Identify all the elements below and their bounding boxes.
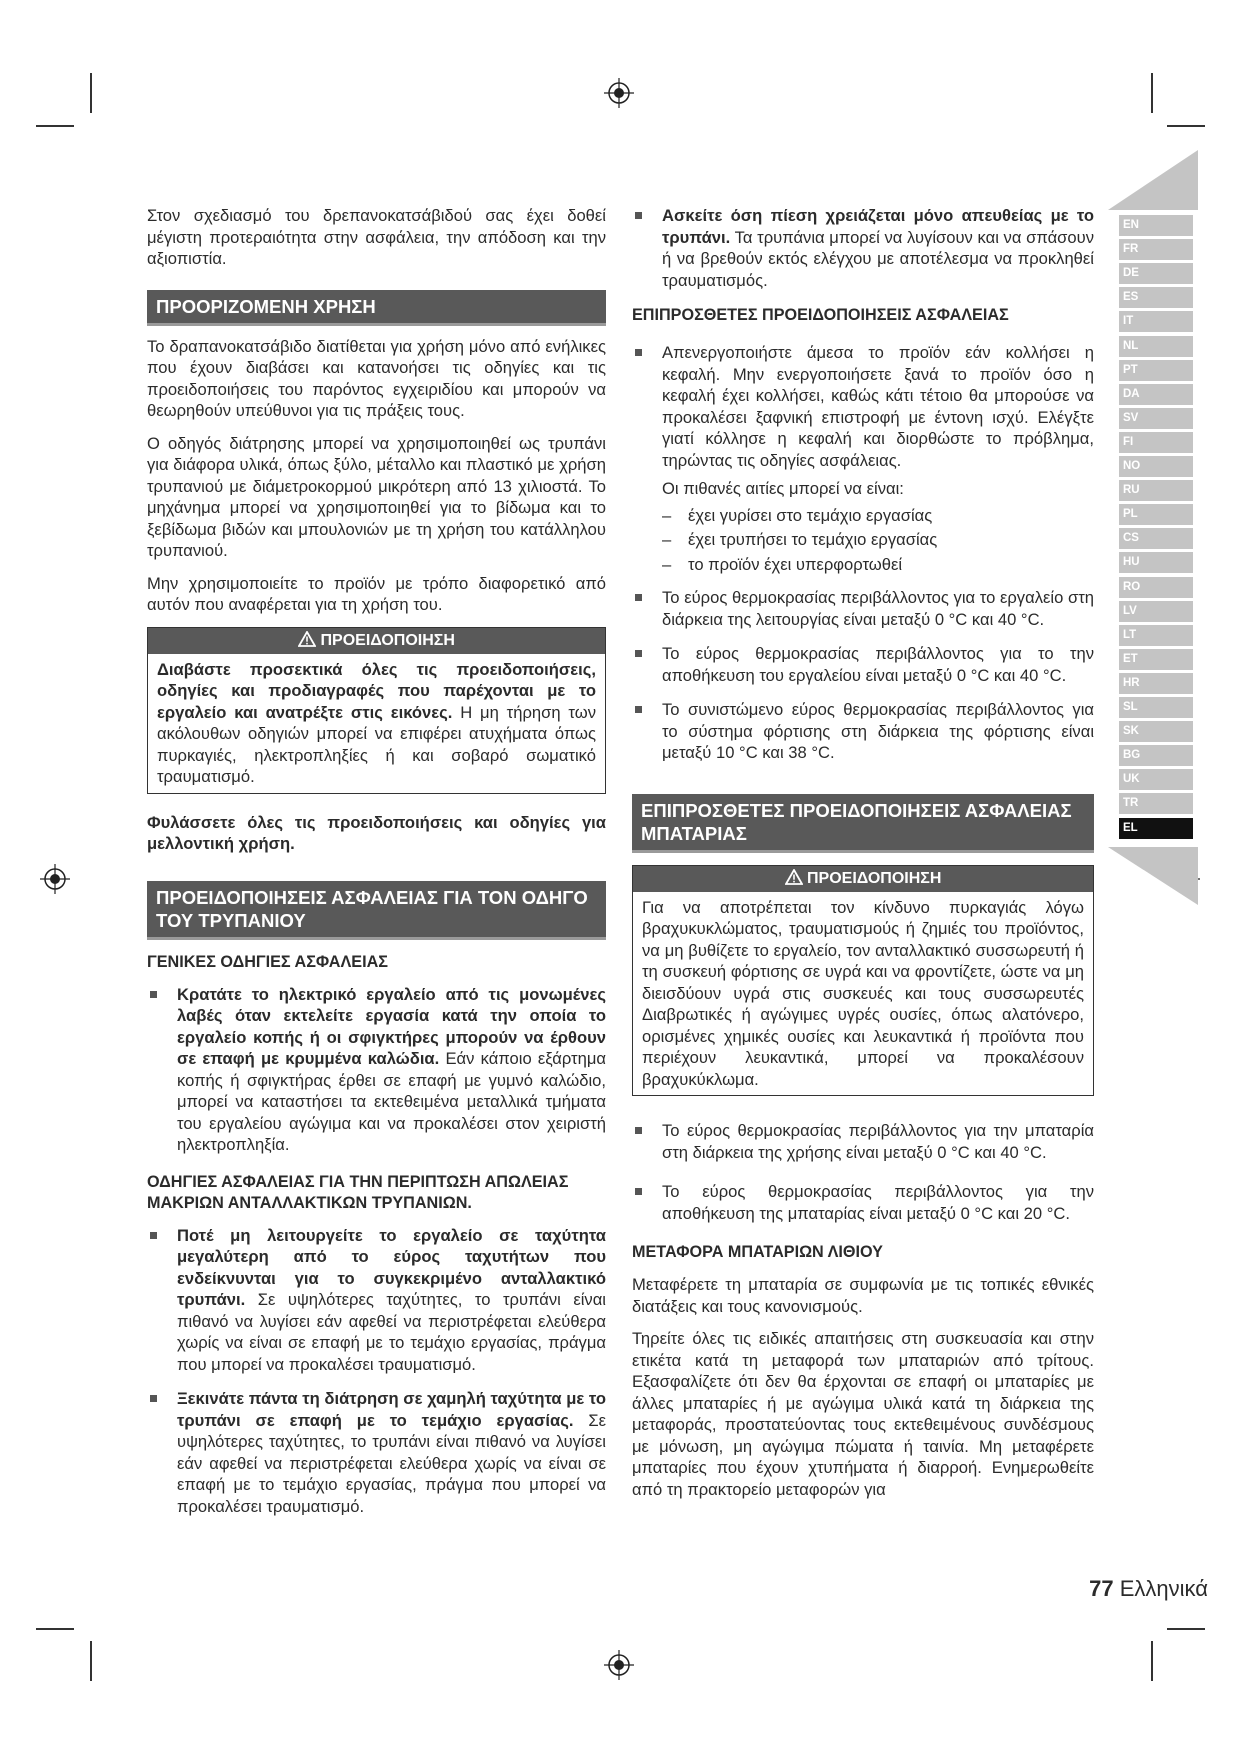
list-item (632, 1181, 1094, 1224)
bullet-square-icon (635, 594, 642, 601)
page-number: 77 (1089, 1576, 1114, 1601)
right-column (632, 205, 1094, 1511)
list-item (632, 205, 1094, 291)
list-item-text: έχει γυρίσει στο τεμάχιο εργασίας (688, 505, 933, 525)
intended-use-paragraph-2: Ο οδηγός διάτρησης μπορεί να χρησιμοποιηθεί ως τρυπάνι για διάφορα υλικά, όπως ξύλο, μέταλλο και πλαστικό με χρήση τρυπανιού με διάμετροκορμού μικρότερη από 13 χιλιοστά. Το μηχάνημα μπορεί να χρησιμοποιηθεί για το βίδωμα και το ξεβίδωμα βιδών και μπουλονιών με τη χρήση του κατάλληλου τρυπανιού. (147, 433, 606, 560)
subheading-general-safety: ΓΕΝΙΚΕΣ ΟΔΗΓΙΕΣ ΑΣΦΑΛΕΙΑΣ (147, 952, 388, 971)
warning-box-title: ΠΡΟΕΙΔΟΠΟΙΗΣΗ (320, 631, 455, 649)
warning-box-header (148, 628, 605, 654)
language-tab-no[interactable]: NO (1119, 456, 1193, 477)
list-item (147, 1388, 606, 1517)
intended-use-paragraph-3: Μην χρησιμοποιείτε το προϊόν με τρόπο διαφορετικό από αυτόν που αναφέρεται για τη χρήση του. (147, 573, 606, 614)
language-tab-de[interactable]: DE (1119, 263, 1193, 284)
list-item-text: Το εύρος θερμοκρασίας περιβάλλοντος για το την αποθήκευση του εργαλείου είναι μεταξύ 0 °C και 40 °C. (662, 644, 1094, 685)
warning-triangle-icon (298, 631, 316, 647)
dash-bullet: – (662, 505, 672, 525)
list-item (632, 505, 1094, 527)
battery-warning-box (632, 865, 1094, 1097)
warning-bold-text: Διαβάστε προσεκτικά όλες τις προειδοποιήσεις, οδηγίες και προδιαγραφές που παρέχονται με το εργαλείο και ανατρέξτε στις εικόνες. (157, 659, 596, 722)
crop-mark (90, 1641, 92, 1681)
dash-bullet: – (662, 530, 672, 549)
crop-mark (1151, 73, 1153, 113)
language-tab-lt[interactable]: LT (1119, 625, 1193, 646)
crop-mark (36, 1628, 74, 1630)
intended-use-paragraph-1: Το δραπανοκατσάβιδο διατίθεται για χρήση μόνο από ενήλικες που έχουν διαβάσει και κατανοήσει τις οδηγίες και τις προειδοποιήσεις του παρόντος εγχειριδίου και μπορούν να θεωρηθούν υπεύθυνοι για τις πράξεις τους. (147, 336, 606, 420)
list-item-text: Το εύρος θερμοκρασίας περιβάλλοντος για την αποθήκευση της μπαταρίας είναι μεταξύ 0 °C και 20 °C. (662, 1182, 1094, 1223)
bullet-square-icon (635, 1127, 642, 1134)
warning-triangle-icon (785, 869, 803, 885)
language-tab-en[interactable]: EN (1119, 215, 1193, 236)
language-tab-ro[interactable]: RO (1119, 577, 1193, 598)
bullet-square-icon (635, 1188, 642, 1195)
language-tab-nl[interactable]: NL (1119, 336, 1193, 357)
list-item-text: Τα τρυπάνια μπορεί να λυγίσουν και να σπάσουν ή να βρεθούν εκτός ελέγχου με αποτέλεσμα να προκληθεί τραυματισμός. (662, 227, 1094, 290)
language-tab-lv[interactable]: LV (1119, 601, 1193, 622)
list-item-bold: Ασκείτε όση πίεση χρειάζεται μόνο απευθείας με το τρυπάνι. (662, 206, 1094, 247)
list-item-text: Το εύρος θερμοκρασίας περιβάλλοντος για την μπαταρία στη διάρκεια της χρήσης είναι μεταξύ 0 °C και 40 °C. (662, 1121, 1094, 1162)
language-tab-sv[interactable]: SV (1119, 408, 1193, 429)
footer-language: Ελληνικά (1119, 1576, 1208, 1601)
list-item-text: έχει τρυπήσει το τεμάχιο εργασίας (688, 530, 938, 549)
dash-bullet: – (662, 554, 672, 574)
list-item-text: Το εύρος θερμοκρασίας περιβάλλοντος για το εργαλείο στη διάρκεια της λειτουργίας είναι μεταξύ 0 °C και 40 °C. (662, 588, 1094, 629)
language-tab-el[interactable]: EL (1119, 818, 1193, 839)
warning-box-header (633, 866, 1093, 892)
page-footer (1089, 1576, 1208, 1602)
list-item (632, 529, 1094, 551)
section-heading-drill-safety: ΠΡΟΕΙΔΟΠΟΙΗΣΕΙΣ ΑΣΦΑΛΕΙΑΣ ΓΙΑ ΤΟΝ ΟΔΗΓΟ ΤΟΥ ΤΡΥΠΑΝΙΟΥ (147, 881, 606, 940)
transport-paragraph-2: Τηρείτε όλες τις ειδικές απαιτήσεις στη συσκευασία και στην ετικέτα κατά τη μεταφορά των μπαταριών από τρίτους. Εξασφαλίζετε ότι δεν θα έρχονται σε επαφή οι μπαταρίες με άλλες μπαταρίες ή με αγώγιμα υλικά κατά τη διάρκεια της μεταφοράς, προστατεύοντας τους εκτεθειμένους συνδέσμους με μόνωση, μη αγώγιμα πώματα ή ταινία. Μη μεταφέρετε μπαταρίες που έχουν χτυπήματα ή διαρροή. Ενημερωθείτε από τη πρακτορείο μεταφορών για (632, 1329, 1094, 1499)
crop-mark (90, 73, 92, 113)
language-tab-fi[interactable]: FI (1119, 432, 1193, 453)
warning-box-body (148, 654, 605, 793)
subheading-lithium-transport: ΜΕΤΑΦΟΡΑ ΜΠΑΤΑΡΙΩΝ ΛΙΘΙΟΥ (632, 1243, 883, 1261)
bullet-square-icon (150, 1395, 157, 1402)
bullet-square-icon (635, 349, 642, 356)
list-item (147, 984, 606, 1156)
list-item-text: το προϊόν έχει υπερφορτωθεί (688, 554, 903, 574)
bullet-square-icon (635, 706, 642, 713)
crop-mark (36, 125, 74, 127)
language-tab-sl[interactable]: SL (1119, 697, 1193, 718)
left-column (147, 205, 606, 1530)
subheading-additional-warnings: ΕΠΙΠΡΟΣΘΕΤΕΣ ΠΡΟΕΙΔΟΠΟΙΗΣΕΙΣ ΑΣΦΑΛΕΙΑΣ (632, 306, 1009, 324)
language-tab-es[interactable]: ES (1119, 287, 1193, 308)
warning-box-title: ΠΡΟΕΙΔΟΠΟΙΗΣΗ (806, 869, 942, 887)
language-tab-ru[interactable]: RU (1119, 480, 1193, 501)
list-item (632, 587, 1094, 630)
section-heading-battery-safety: ΕΠΙΠΡΟΣΘΕΤΕΣ ΠΡΟΕΙΔΟΠΟΙΗΣΕΙΣ ΑΣΦΑΛΕΙΑΣ ΜΠΑΤΑΡΙΑΣ (632, 794, 1094, 853)
crop-mark (1151, 1641, 1153, 1681)
list-item (632, 699, 1094, 764)
language-tab-pl[interactable]: PL (1119, 504, 1193, 525)
list-item-text: Σε υψηλότερες ταχύτητες, το τρυπάνι είναι πιθανό να λυγίσει εάν αφεθεί να περιστρέφεται ελεύθερα χωρίς να είναι σε επαφή με το τεμάχιο εργασίας, πράγμα που μπορεί να προκαλέσει τραυματισμό. (177, 1290, 606, 1374)
language-tab-bg[interactable]: BG (1119, 745, 1193, 766)
crop-mark (1167, 1628, 1205, 1630)
bullet-square-icon (635, 212, 642, 219)
language-tab-sk[interactable]: SK (1119, 721, 1193, 742)
intro-paragraph: Στον σχεδιασμό του δρεπανοκατσάβιδού σας έχει δοθεί μέγιστη προτεραιότητα στην ασφάλεια, την απόδοση και την αξιοπιστία. (147, 206, 606, 268)
registration-mark-icon (604, 1650, 634, 1680)
warning-box-body: Για να αποτρέπεται τον κίνδυνο πυρκαγιάς λόγω βραχυκυκλώματος, τραυματισμούς ή ζημιές του προϊόντος, να μη βυθίζετε το εργαλείο, τον ανταλλακτικό συσσωρευτή ή τη συσκευή φόρτισης σε υγρά και να φροντίζετε, ώστε να μη διεισδύουν υγρά στις συσκευές και τους συσσωρευτές Διαβρωτικές ή αγώγιμες υγρές ουσίες, όπως αλατόνερο, ορισμένες χημικές ουσίες και λευκαντικά ή προϊόντα που περιέχουν λευκαντικά, μπορεί να προκαλέσουν βραχυκύκλωμα. (642, 897, 1084, 1089)
subheading-long-bits: ΟΔΗΓΙΕΣ ΑΣΦΑΛΕΙΑΣ ΓΙΑ ΤΗΝ ΠΕΡΙΠΤΩΣΗ ΑΠΩΛΕΙΑΣ ΜΑΚΡΙΩΝ ΑΝΤΑΛΛΑΚΤΙΚΩΝ ΤΡΥΠΑΝΙΩΝ. (147, 1172, 569, 1212)
list-item-text: Απενεργοποιήστε άμεσα το προϊόν εάν κολλήσει η κεφαλή. Μην ενεργοποιήσετε ξανά το προϊόν όσο η κεφαλή έχει κολλήσει, καθώς κάτι τέτοιο θα μπορούσε να προκαλέσει ξαφνική επιστροφή με έντονη ισχύ. Ελέγξτε γιατί κόλλησε η κεφαλή και διορθώστε το πρόβλημα, τηρώντας τις οδηγίες ασφάλειας. (662, 343, 1094, 470)
language-tab-uk[interactable]: UK (1119, 769, 1193, 790)
language-tab-hr[interactable]: HR (1119, 673, 1193, 694)
language-tab-cs[interactable]: CS (1119, 528, 1193, 549)
language-tab-tr[interactable]: TR (1119, 793, 1193, 814)
bullet-square-icon (635, 650, 642, 657)
causes-intro: Οι πιθανές αιτίες μπορεί να είναι: (662, 479, 904, 498)
language-tab-da[interactable]: DA (1119, 384, 1193, 405)
list-item-text: Το συνιστώμενο εύρος θερμοκρασίας περιβάλλοντος για το σύστημα φόρτισης στη διάρκεια της φόρτισης είναι μεταξύ 10 °C και 38 °C. (662, 700, 1094, 762)
registration-mark-icon (604, 78, 634, 108)
crop-mark (1167, 125, 1205, 127)
warning-box (147, 627, 606, 794)
transport-paragraph-1: Μεταφέρετε τη μπαταρία σε συμφωνία με τις τοπικές εθνικές διατάξεις και τους κανονισμούς. (632, 1275, 1094, 1316)
list-item (632, 554, 1094, 576)
list-item-bold: Ξεκινάτε πάντα τη διάτρηση σε χαμηλή ταχύτητα με το τρυπάνι σε επαφή με το τεμάχιο εργασίας. (177, 1389, 606, 1430)
list-item (632, 1120, 1094, 1163)
section-heading-intended-use: ΠΡΟΟΡΙΖΟΜΕΝΗ ΧΡΗΣΗ (147, 290, 606, 326)
list-item (632, 643, 1094, 686)
list-item (147, 1225, 606, 1376)
list-item-bold: Ποτέ μη λειτουργείτε το εργαλείο σε ταχύτητα μεγαλύτερη από το εύρος ταχυτήτων που ενδείκνυνται για το συγκεκριμένο ανταλλακτικό τρυπάνι. (177, 1225, 606, 1309)
language-tab-it[interactable]: IT (1119, 311, 1193, 332)
language-tab-pt[interactable]: PT (1119, 360, 1193, 381)
list-item-bold: Κρατάτε το ηλεκτρικό εργαλείο από τις μονωμένες λαβές όταν εκτελείτε εργασία κατά την οποία το εργαλείο κοπής ή οι σφιγκτήρες μπορούν να έρθουν σε επαφή με κρυμμένα καλώδια. (177, 984, 606, 1068)
warning-text: Η μη τήρηση των ακόλουθων οδηγιών μπορεί να επιφέρει ατυχήματα όπως πυρκαγιές, ηλεκτροπληξίες ή και σοβαρό σωματικό τραυματισμό. (157, 702, 596, 786)
language-tab-hu[interactable]: HU (1119, 552, 1193, 573)
keep-instructions-note: Φυλάσσετε όλες τις προειδοποιήσεις και οδηγίες για μελλοντική χρήση. (147, 812, 606, 853)
language-tab-fr[interactable]: FR (1119, 239, 1193, 260)
registration-mark-icon (40, 864, 70, 894)
bullet-square-icon (150, 1232, 157, 1239)
bullet-square-icon (150, 991, 157, 998)
list-item (632, 342, 1094, 471)
list-item-text: Σε υψηλότερες ταχύτητες, το τρυπάνι είναι πιθανό να λυγίσει εάν αφεθεί να περιστρέφεται ελεύθερα χωρίς να είναι σε επαφή με το τεμάχιο εργασίας, πράγμα που μπορεί να προκαλέσει τραυματισμό. (177, 1410, 607, 1516)
language-tab-et[interactable]: ET (1119, 649, 1193, 670)
list-item-text: Εάν κάποιο εξάρτημα κοπής ή σφιγκτήρας έρθει σε επαφή με γυμνό καλώδιο, μπορεί να καταστήσει τα εκτεθειμένα μεταλλικά τμήματα του εργαλείου αγώγιμα και να προκαλέσει στον χειριστή ηλεκτροπληξία. (177, 1049, 606, 1154)
